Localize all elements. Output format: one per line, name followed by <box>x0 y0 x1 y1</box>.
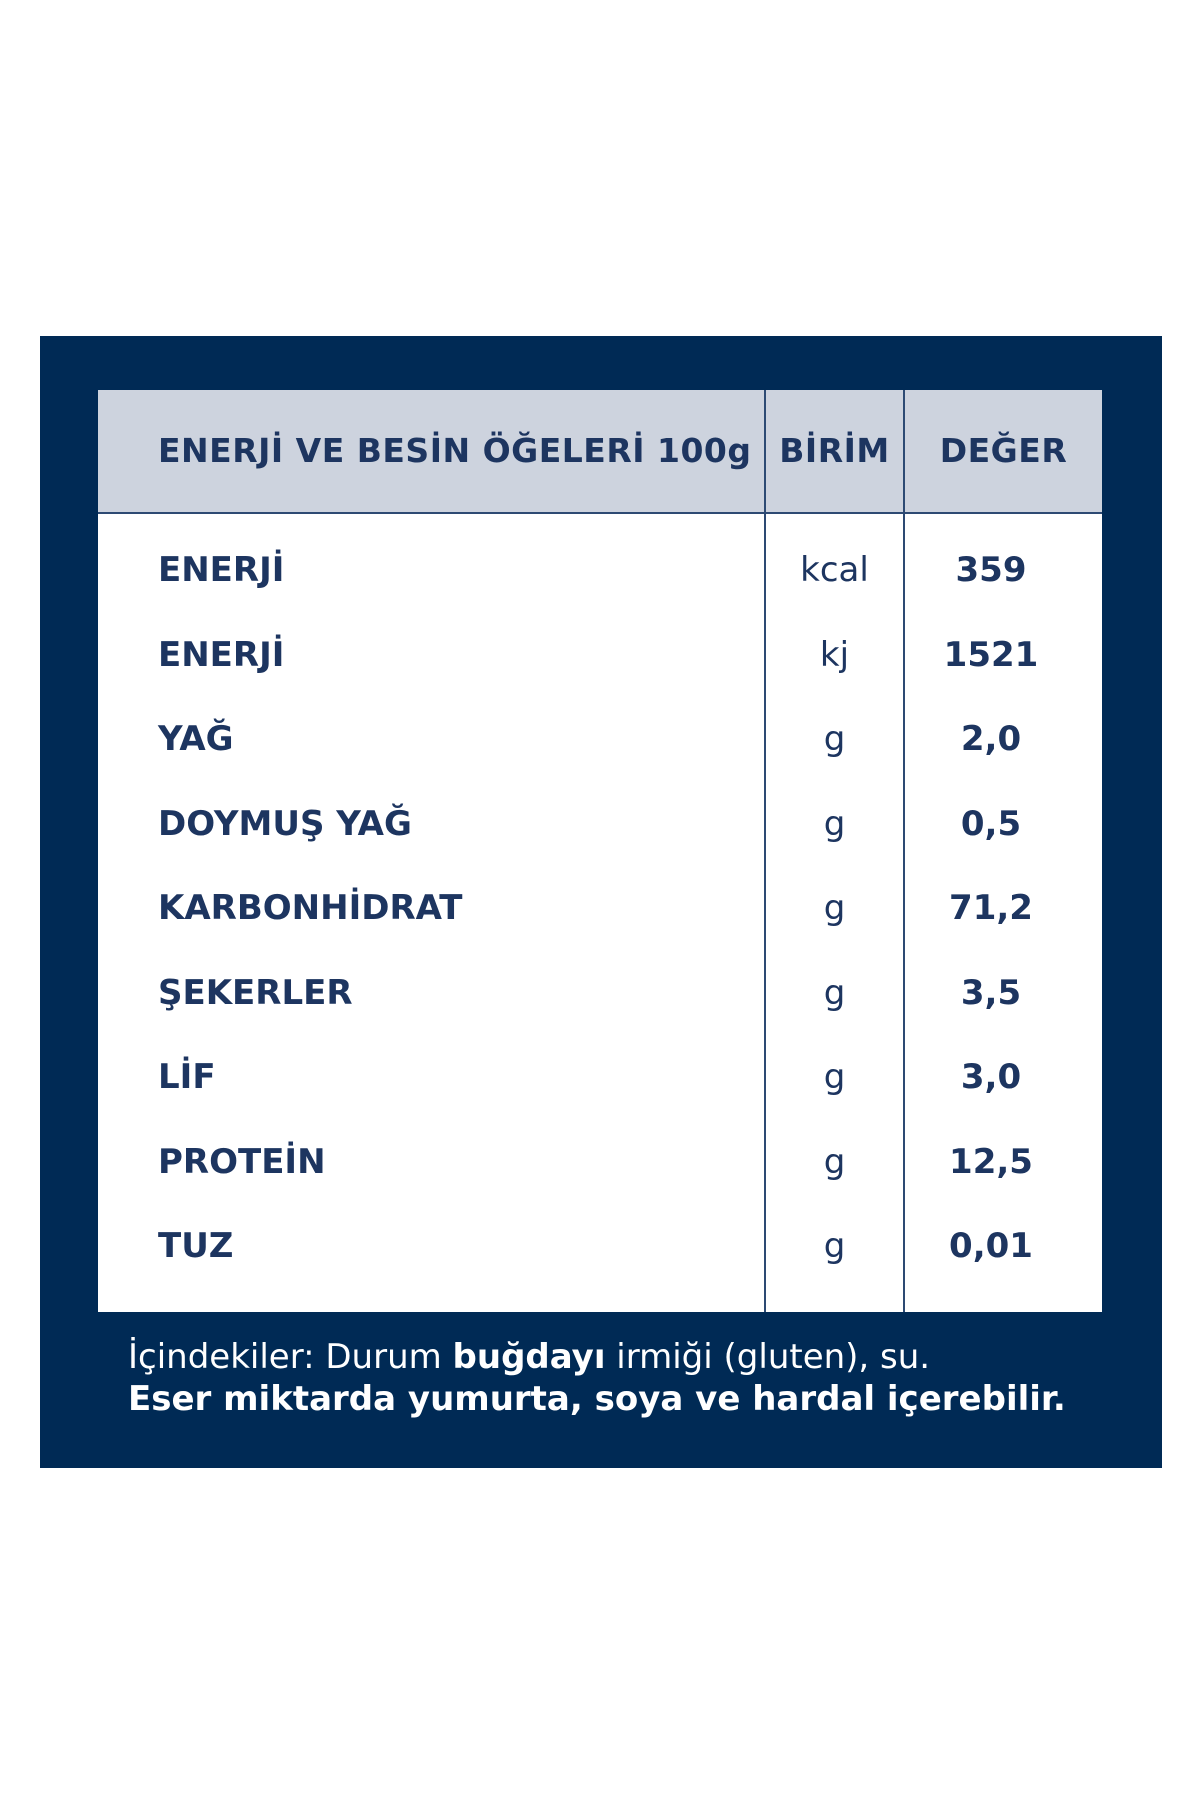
nutrition-table <box>98 390 1102 1312</box>
nutrient-name: TUZ <box>158 1226 234 1266</box>
ingredients-prefix: İçindekiler: Durum <box>128 1337 453 1377</box>
nutrient-name: YAĞ <box>158 719 234 759</box>
table-row <box>98 782 1102 867</box>
nutrient-name: DOYMUŞ YAĞ <box>158 803 412 844</box>
nutrient-name: ENERJİ <box>158 634 285 675</box>
table-row <box>98 697 1102 782</box>
table-row <box>98 1120 1102 1205</box>
allergen-note: Eser miktarda yumurta, soya ve hardal içerebilir. <box>128 1379 1066 1419</box>
ingredients-suffix: irmiği (gluten), su. <box>605 1337 931 1377</box>
nutrient-value: 3,5 <box>960 972 1022 1013</box>
nutrient-unit: g <box>823 1226 846 1266</box>
table-row <box>98 1035 1102 1120</box>
nutrient-name: ŞEKERLER <box>158 972 353 1013</box>
table-body <box>98 514 1102 1289</box>
nutrient-name: KARBONHİDRAT <box>158 888 463 928</box>
nutrient-unit: g <box>823 719 846 759</box>
table-row <box>98 528 1102 613</box>
header-nutrient: ENERJİ VE BESİN ÖĞELERİ 100g <box>158 431 752 470</box>
nutrient-value: 12,5 <box>949 1141 1033 1182</box>
table-header <box>98 390 1102 514</box>
nutrient-value: 0,01 <box>949 1226 1033 1266</box>
nutrient-name: LİF <box>158 1057 216 1097</box>
nutrient-unit: kj <box>819 634 850 675</box>
table-row <box>98 866 1102 951</box>
header-value: DEĞER <box>939 431 1068 470</box>
ingredients-highlight: buğdayı <box>452 1337 606 1377</box>
table-row <box>98 951 1102 1036</box>
ingredients-line <box>128 1336 1128 1378</box>
header-unit: BİRİM <box>779 431 890 470</box>
nutrient-unit: kcal <box>800 550 869 590</box>
nutrient-value: 3,0 <box>960 1057 1022 1097</box>
nutrient-value: 71,2 <box>949 888 1033 928</box>
nutrient-unit: g <box>823 803 846 844</box>
nutrient-name: ENERJİ <box>158 550 285 590</box>
ingredients-footer <box>128 1336 1128 1420</box>
nutrition-panel <box>40 336 1162 1468</box>
nutrient-value: 2,0 <box>960 719 1022 759</box>
nutrient-unit: g <box>823 888 846 928</box>
nutrient-unit: g <box>823 972 846 1013</box>
table-row <box>98 1204 1102 1289</box>
nutrient-value: 0,5 <box>960 803 1022 844</box>
nutrient-value: 359 <box>955 550 1027 590</box>
nutrient-name: PROTEİN <box>158 1141 326 1182</box>
nutrient-unit: g <box>823 1057 846 1097</box>
nutrient-value: 1521 <box>943 634 1039 675</box>
table-row <box>98 613 1102 698</box>
nutrient-unit: g <box>823 1141 846 1182</box>
